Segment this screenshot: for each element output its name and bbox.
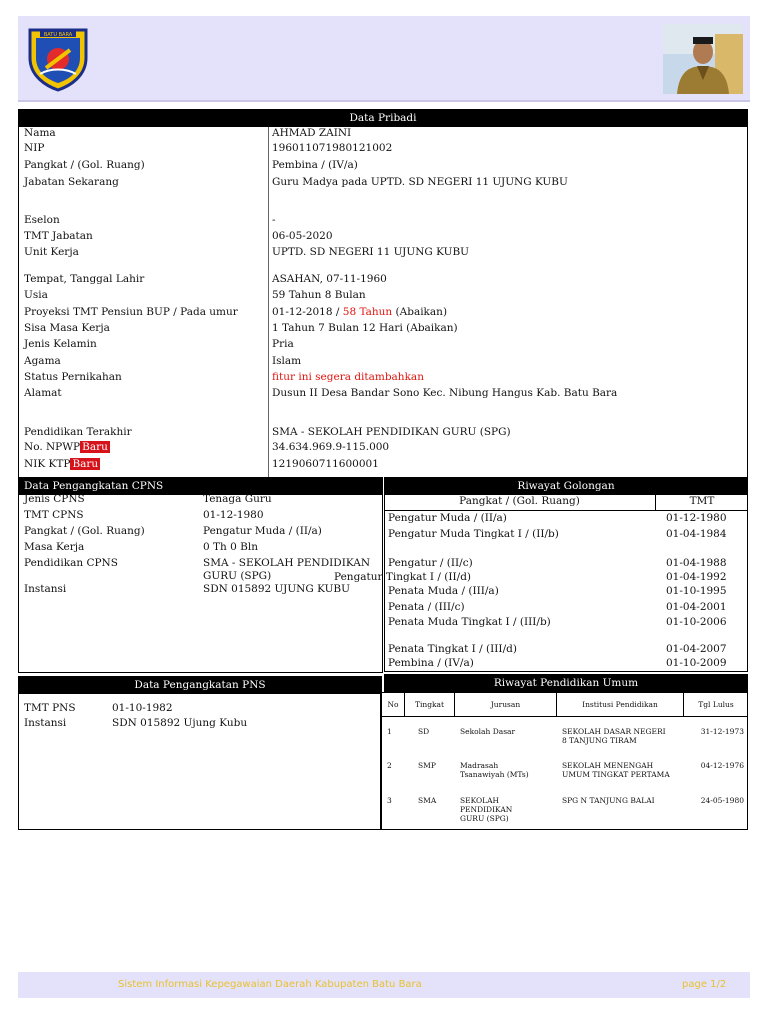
header-band — [18, 16, 750, 102]
cpns-left-border — [18, 477, 19, 673]
batu-bara-logo — [26, 24, 90, 92]
data-pribadi-header: Data Pribadi — [18, 109, 748, 127]
pribadi-value — [272, 371, 424, 383]
pribadi-value-text: 59 Tahun 8 Bulan — [272, 289, 366, 301]
cpns-value: 0 Th 0 Bln — [203, 541, 258, 553]
golongan-tmt: 01-10-1995 — [666, 585, 727, 597]
pns-value: 01-10-1982 — [112, 702, 173, 714]
golongan-tmt: 01-04-1992 — [666, 571, 727, 583]
cpns-label: Pendidikan CPNS — [24, 557, 118, 569]
golongan-pangkat: Pengatur Tingkat I / (II/d) — [334, 571, 472, 583]
pns-frame — [18, 676, 382, 830]
cpns-label: Jenis CPNS — [24, 493, 85, 505]
pribadi-value-text: 01-12-2018 / — [272, 306, 343, 318]
cpns-label: Masa Kerja — [24, 541, 85, 553]
cpns-label: TMT CPNS — [24, 509, 84, 521]
pribadi-label: Jabatan Sekarang — [24, 176, 119, 188]
golongan-pangkat: Penata Muda Tingkat I / (III/b) — [388, 616, 551, 628]
cpns-value-line2: GURU (SPG) — [203, 570, 272, 582]
pribadi-value-text: ASAHAN, 07-11-1960 — [272, 273, 387, 285]
new-badge: Baru — [82, 441, 108, 453]
pendidikan-tingkat: SD — [418, 727, 430, 736]
pns-value: SDN 015892 Ujung Kubu — [112, 717, 248, 729]
pribadi-label-with-badge — [24, 458, 100, 470]
cpns-bottom-border — [18, 672, 383, 673]
pribadi-value — [272, 214, 276, 226]
pribadi-value — [272, 159, 358, 171]
pendidikan-column-header: Institusi Pendidikan — [582, 700, 658, 709]
golongan-tmt: 01-04-1984 — [666, 528, 727, 540]
pendidikan-no: 2 — [387, 761, 392, 770]
pribadi-value-text: AHMAD ZAINI — [272, 127, 352, 139]
pendidikan-column-header: Tgl Lulus — [698, 700, 734, 709]
cpns-header: Data Pengangkatan CPNS — [18, 477, 382, 495]
footer-page-number: page 1/2 — [682, 979, 727, 990]
pendidikan-jurusan: Sekolah Dasar — [460, 727, 516, 736]
pribadi-value — [272, 230, 333, 242]
pendidikan-column-header: Jurusan — [490, 700, 521, 709]
golongan-pangkat: Pengatur / (II/c) — [388, 557, 473, 569]
pribadi-value-text: Pria — [272, 338, 294, 350]
pribadi-value — [272, 322, 458, 334]
pribadi-left-border — [18, 109, 19, 478]
pendidikan-tgl-lulus: 31-12-1973 — [700, 727, 744, 736]
golongan-pangkat: Pembina / (IV/a) — [388, 657, 474, 669]
pribadi-value — [272, 289, 366, 301]
golongan-pangkat: Pengatur Muda Tingkat I / (II/b) — [388, 528, 559, 540]
pribadi-value — [272, 441, 389, 453]
pribadi-value — [272, 355, 301, 367]
pribadi-value-text: Pembina / (IV/a) — [272, 159, 358, 171]
pendidikan-tingkat: SMP — [418, 761, 436, 770]
pendidikan-tgl-lulus: 24-05-1980 — [700, 796, 744, 805]
pribadi-value — [272, 338, 294, 350]
pns-header: Data Pengangkatan PNS — [18, 676, 382, 694]
pribadi-value — [272, 127, 351, 139]
pribadi-value-text: SMA - SEKOLAH PENDIDIKAN GURU (SPG) — [272, 426, 511, 438]
pribadi-value-suffix: (Abaikan) — [392, 306, 448, 318]
pribadi-label: Nama — [24, 127, 56, 139]
golongan-header: Riwayat Golongan — [384, 477, 748, 495]
pns-label: TMT PNS — [24, 702, 76, 714]
golongan-col-pangkat: Pangkat / (Gol. Ruang) — [459, 495, 580, 507]
cpns-value: SMA - SEKOLAH PENDIDIKAN — [203, 557, 371, 569]
pribadi-label: Pangkat / (Gol. Ruang) — [24, 159, 145, 171]
pribadi-label: Eselon — [24, 214, 60, 226]
pribadi-value — [272, 458, 379, 470]
pribadi-label: Status Pernikahan — [24, 371, 122, 383]
pribadi-label: Usia — [24, 289, 48, 301]
pribadi-label: Sisa Masa Kerja — [24, 322, 110, 334]
pribadi-value — [272, 246, 469, 258]
pribadi-value-text: 196011071980121002 — [272, 142, 393, 154]
golongan-tmt: 01-04-2007 — [666, 643, 727, 655]
pribadi-value-text: - — [272, 214, 276, 226]
golongan-pangkat: Penata / (III/c) — [388, 601, 465, 613]
pribadi-value — [272, 142, 392, 154]
pendidikan-tgl-lulus: 04-12-1976 — [700, 761, 744, 770]
pribadi-value-text: Islam — [272, 355, 302, 367]
pribadi-right-border — [747, 109, 748, 478]
cpns-value: 01-12-1980 — [203, 509, 264, 521]
profile-photo — [663, 24, 743, 94]
golongan-tmt: 01-04-1988 — [666, 557, 727, 569]
golongan-pangkat: Penata Tingkat I / (III/d) — [388, 643, 517, 655]
pribadi-value — [272, 306, 447, 318]
golongan-pangkat: Penata Muda / (III/a) — [388, 585, 499, 597]
pendidikan-no: 1 — [387, 727, 392, 736]
pribadi-label: NIP — [24, 142, 45, 154]
footer-system-name: Sistem Informasi Kepegawaian Daerah Kabupaten Batu Bara — [118, 979, 422, 990]
pribadi-value — [272, 273, 387, 285]
pribadi-label: Pendidikan Terakhir — [24, 426, 132, 438]
pribadi-label: Agama — [24, 355, 61, 367]
cpns-label: Instansi — [24, 583, 67, 595]
golongan-tmt: 01-10-2006 — [666, 616, 727, 628]
pendidikan-header-line — [380, 716, 748, 717]
pribadi-label: Unit Kerja — [24, 246, 79, 258]
pendidikan-tingkat: SMA — [418, 796, 437, 805]
pribadi-label: Jenis Kelamin — [24, 338, 97, 350]
golongan-header-line — [384, 510, 748, 511]
pribadi-label: Alamat — [24, 387, 62, 399]
golongan-tmt: 01-12-1980 — [666, 512, 727, 524]
pendidikan-no: 3 — [387, 796, 392, 805]
pns-label: Instansi — [24, 717, 67, 729]
golongan-tmt: 01-04-2001 — [666, 601, 727, 613]
pendidikan-column-header: No — [387, 700, 399, 709]
cpns-value: Pengatur Muda / (II/a) — [203, 525, 322, 537]
pribadi-value-text: 06-05-2020 — [272, 230, 333, 242]
golongan-col-tmt: TMT — [689, 495, 715, 507]
golongan-pangkat: Pengatur Muda / (II/a) — [388, 512, 507, 524]
logo-text: BATU BARA — [43, 32, 73, 38]
pendidikan-jurusan: Madrasah Tsanawiyah (MTs) — [460, 761, 529, 779]
pribadi-value — [272, 387, 617, 399]
golongan-tmt: 01-10-2009 — [666, 657, 727, 669]
pribadi-value — [272, 176, 568, 188]
pribadi-value-text: Dusun II Desa Bandar Sono Kec. Nibung Hangus Kab. Batu Bara — [272, 387, 618, 399]
cpns-value: Tenaga Guru — [203, 493, 272, 505]
pribadi-value-highlight: 58 Tahun — [342, 306, 393, 318]
cpns-value: SDN 015892 UJUNG KUBU — [203, 583, 350, 595]
pribadi-label: TMT Jabatan — [24, 230, 93, 242]
pribadi-label-with-badge — [24, 441, 110, 453]
pendidikan-institusi: SPG N TANJUNG BALAI — [562, 796, 655, 805]
pendidikan-header: Riwayat Pendidikan Umum — [384, 674, 748, 692]
cpns-label: Pangkat / (Gol. Ruang) — [24, 525, 145, 537]
new-badge: Baru — [72, 458, 99, 470]
pribadi-label-text: NIK KTP — [24, 458, 71, 470]
pendidikan-institusi: SEKOLAH MENENGAH UMUM TINGKAT PERTAMA — [562, 761, 670, 779]
pendidikan-institusi: SEKOLAH DASAR NEGERI 8 TANJUNG TIRAM — [562, 727, 666, 745]
pribadi-label: Proyeksi TMT Pensiun BUP / Pada umur — [24, 306, 238, 318]
pendidikan-column-header: Tingkat — [414, 700, 445, 709]
pribadi-value-highlight: fitur ini segera ditambahkan — [272, 371, 424, 383]
pribadi-value-text: UPTD. SD NEGERI 11 UJUNG KUBU — [272, 246, 470, 258]
pribadi-value-text: 1219060711600001 — [272, 458, 379, 470]
pribadi-value-text: 1 Tahun 7 Bulan 12 Hari (Abaikan) — [272, 322, 458, 334]
pribadi-label: Tempat, Tanggal Lahir — [24, 273, 145, 285]
pribadi-value-text: 34.634.969.9-115.000 — [272, 441, 390, 453]
pendidikan-jurusan: SEKOLAH PENDIDIKAN GURU (SPG) — [460, 796, 513, 823]
pribadi-value — [272, 426, 511, 438]
pribadi-label-text: No. NPWP — [24, 441, 81, 453]
pribadi-column-divider — [268, 127, 269, 478]
pribadi-value-text: Guru Madya pada UPTD. SD NEGERI 11 UJUNG KUBU — [272, 176, 568, 188]
